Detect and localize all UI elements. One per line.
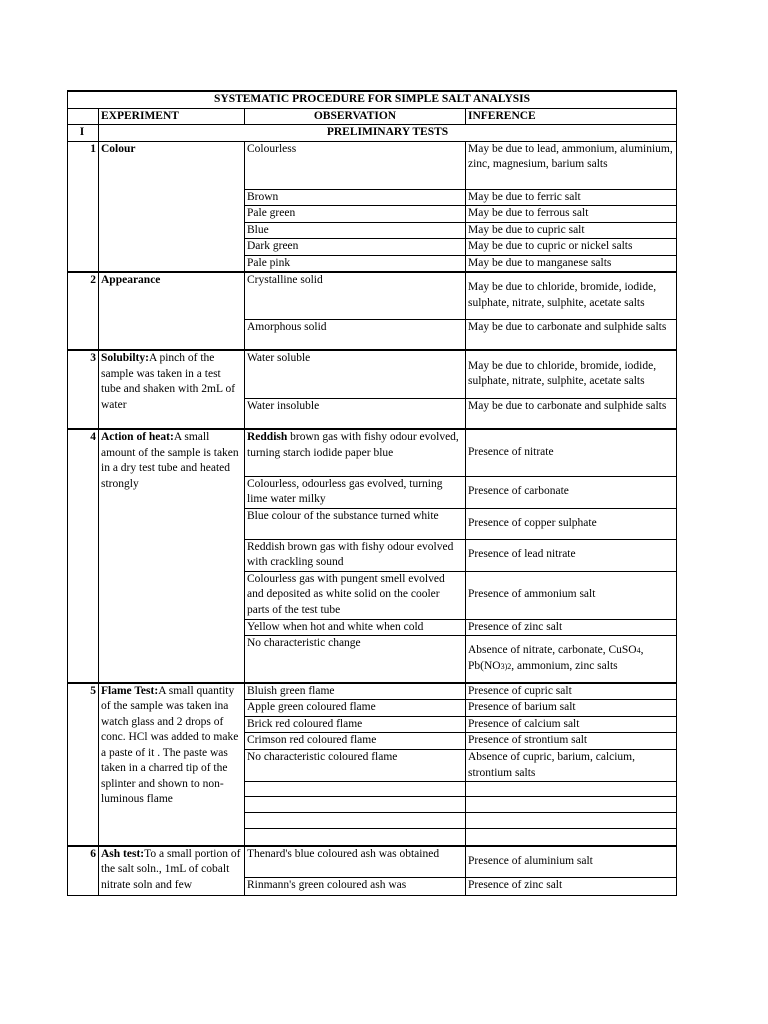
test-experiment (99, 429, 245, 683)
header-observation: OBSERVATION (245, 108, 466, 125)
test-number: 4 (68, 429, 99, 683)
inference-cell: Presence of nitrate (466, 429, 677, 476)
inference-cell: May be due to cupric or nickel salts (466, 239, 677, 256)
section-label: PRELIMINARY TESTS (99, 125, 677, 142)
inference-cell: May be due to carbonate and sulphide salts (466, 398, 677, 429)
header-experiment: EXPERIMENT (99, 108, 245, 125)
observation-text: brown gas with fishy odour evolved, turning starch iodide paper blue (247, 431, 459, 459)
section-number: I (68, 125, 99, 142)
empty-cell (245, 829, 466, 846)
test-name: Action of heat: (101, 431, 174, 443)
observation-cell: No characteristic change (245, 636, 466, 683)
observation-cell: Blue colour of the substance turned white (245, 508, 466, 539)
empty-cell (466, 782, 677, 797)
observation-cell: Thenard's blue coloured ash was obtained (245, 846, 466, 878)
observation-cell: Brick red coloured flame (245, 716, 466, 733)
inference-cell: Presence of aluminium salt (466, 846, 677, 878)
observation-cell: Colourless gas with pungent smell evolved and deposited as white solid on the cooler parts of the test tube (245, 571, 466, 619)
observation-cell: Apple green coloured flame (245, 700, 466, 717)
test-experiment (99, 141, 245, 272)
inference-cell: Presence of calcium salt (466, 716, 677, 733)
inference-cell: Presence of cupric salt (466, 683, 677, 700)
observation-cell: Brown (245, 189, 466, 206)
salt-analysis-table-sheet (67, 90, 676, 896)
inference-cell: May be due to cupric salt (466, 222, 677, 239)
inference-cell: Absence of cupric, barium, calcium, strontium salts (466, 750, 677, 782)
observation-cell: Water insoluble (245, 398, 466, 429)
observation-cell: Reddish brown gas with fishy odour evolved with crackling sound (245, 539, 466, 571)
test-procedure: To a small portion of the salt soln., 1mL of cobalt nitrate soln and few (101, 847, 241, 891)
inference-cell: May be due to carbonate and sulphide salts (466, 319, 677, 350)
observation-cell: Crystalline solid (245, 272, 466, 319)
salt-analysis-table (67, 90, 677, 896)
test-procedure: A small amount of the sample is taken in a dry test tube and heated strongly (101, 431, 239, 490)
empty-cell (466, 813, 677, 829)
subscript: 3)2 (500, 661, 512, 671)
test-procedure: A pinch of the sample was taken in a test tube and shaken with 2mL of water (101, 352, 236, 411)
empty-cell (245, 797, 466, 813)
test-procedure: A small quantity of the sample was taken ina watch glass and 2 drops of conc. HCl was added to make a paste of it . The paste was taken in a charred tip of the splinter and shown to non-luminous flame (101, 684, 239, 805)
inference-cell: May be due to chloride, bromide, iodide, sulphate, nitrate, sulphite, acetate salts (466, 272, 677, 319)
empty-cell (466, 797, 677, 813)
test-experiment (99, 846, 245, 896)
observation-cell: Yellow when hot and white when cold (245, 619, 466, 636)
test-name: Ash test: (101, 847, 145, 860)
empty-cell (245, 813, 466, 829)
observation-cell: Rinmann's green coloured ash was (245, 878, 466, 896)
observation-cell: Dark green (245, 239, 466, 256)
observation-cell: Colourless, odourless gas evolved, turning lime water milky (245, 476, 466, 508)
test-number: 2 (68, 272, 99, 350)
inference-cell: May be due to manganese salts (466, 255, 677, 272)
inference-cell: May be due to ferrous salt (466, 206, 677, 223)
observation-cell: Crimson red coloured flame (245, 733, 466, 750)
inference-cell: Presence of copper sulphate (466, 508, 677, 539)
observation-cell (245, 429, 466, 476)
test-experiment (99, 683, 245, 846)
inference-cell: Presence of zinc salt (466, 619, 677, 636)
inference-text: , Pb(NO (468, 644, 644, 672)
test-experiment (99, 350, 245, 429)
observation-bold: Reddish (247, 431, 288, 443)
inference-cell: Presence of zinc salt (466, 878, 677, 896)
test-name: Flame Test: (101, 684, 159, 697)
inference-cell: Presence of carbonate (466, 476, 677, 508)
inference-text: Absence of nitrate, carbonate, CuSO (468, 644, 637, 657)
observation-cell: Bluish green flame (245, 683, 466, 700)
inference-cell: May be due to chloride, bromide, iodide, sulphate, nitrate, sulphite, acetate salts (466, 350, 677, 398)
inference-cell: Presence of strontium salt (466, 733, 677, 750)
empty-cell (245, 782, 466, 797)
test-name: Solubilty: (101, 352, 149, 364)
observation-cell: Amorphous solid (245, 319, 466, 350)
inference-cell (466, 636, 677, 683)
observation-cell: Blue (245, 222, 466, 239)
test-experiment (99, 272, 245, 350)
header-inference: INFERENCE (466, 108, 677, 125)
observation-cell: Water soluble (245, 350, 466, 398)
observation-cell: Pale pink (245, 255, 466, 272)
test-name: Appearance (101, 274, 161, 286)
test-number: 5 (68, 683, 99, 846)
table-title: SYSTEMATIC PROCEDURE FOR SIMPLE SALT ANALYSIS (68, 91, 677, 108)
test-number: 1 (68, 141, 99, 272)
header-blank (68, 108, 99, 125)
inference-cell: Presence of lead nitrate (466, 539, 677, 571)
inference-cell: May be due to lead, ammonium, aluminium, zinc, magnesium, barium salts (466, 141, 677, 189)
inference-cell: Presence of barium salt (466, 700, 677, 717)
observation-cell: Pale green (245, 206, 466, 223)
observation-cell: No characteristic coloured flame (245, 750, 466, 782)
empty-cell (466, 829, 677, 846)
test-name: Colour (101, 142, 136, 155)
test-number: 3 (68, 350, 99, 429)
subscript: 4 (636, 646, 641, 656)
inference-cell: May be due to ferric salt (466, 189, 677, 206)
inference-text: , ammonium, zinc salts (511, 659, 618, 672)
observation-cell: Colourless (245, 141, 466, 189)
inference-cell: Presence of ammonium salt (466, 571, 677, 619)
test-number: 6 (68, 846, 99, 896)
